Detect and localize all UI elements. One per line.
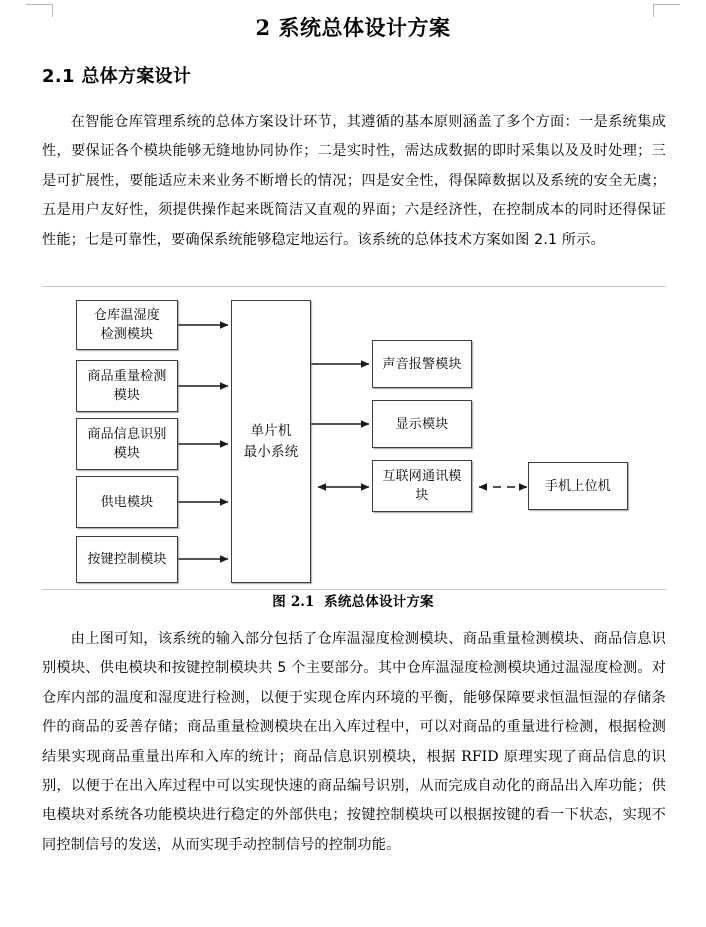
node-input-temp-humidity: 仓库温湿度 检测模块 xyxy=(76,300,178,350)
paragraph-intro xyxy=(42,108,666,255)
figure-block xyxy=(0,286,706,606)
figure-caption-prefix: 图 xyxy=(272,594,286,610)
paragraph-intro-text: 在智能仓库管理系统的总体方案设计环节，其遵循的基本原则涵盖了多个方面：一是系统集成性，要保证各个模块能够无缝地协同协作；二是实时性，需达成数据的即时采集以及及时处理；三是可扩展性，要能适应未来业务不断增长的情况；四是安全性，得保障数据以及系统的安全无虞；五是用户友好性，须提供操作起来既简洁又直观的界面；六是经济性，在控制成本的同时还得保证性能；七是可靠性，要确保系统能够稳定地运行。该系统的总体技术方案如图 2.1 所示。 xyxy=(42,114,666,248)
node-output-phone-host: 手机上位机 xyxy=(528,462,628,510)
figure-caption xyxy=(0,590,706,610)
node-input-power: 供电模块 xyxy=(76,476,178,528)
node-input-key: 按键控制模块 xyxy=(76,536,178,583)
paragraph-outro-part2: 原理实现了商品信息的识别，以便于在出入库过程中可以实现快速的商品编号识别，从而完成自动化的商品出入库功能；供电模块对系统各功能模块进行稳定的外部供电；按键控制模块可以根据按键的看一下状态，实现不同控制信号的发送，从而实现手动控制信号的控制功能。 xyxy=(42,748,666,853)
node-input-rfid: 商品信息识别 模块 xyxy=(76,418,178,470)
node-input-weight: 商品重量检测 模块 xyxy=(76,360,178,412)
system-architecture-diagram xyxy=(0,286,706,590)
paragraph-outro xyxy=(42,625,666,860)
section-heading: 2.1 总体方案设计 xyxy=(42,66,192,87)
page-title: 2 系统总体设计方案 xyxy=(255,15,451,40)
node-output-display: 显示模块 xyxy=(372,400,472,448)
node-mcu-minimum-system: 单片机 最小系统 xyxy=(231,300,311,583)
figure-caption-number: 2.1 xyxy=(290,594,315,610)
node-output-sound-alarm: 声音报警模块 xyxy=(372,340,472,388)
term-rfid: RFID xyxy=(461,748,499,765)
node-output-network-comm: 互联网通讯模 块 xyxy=(372,460,472,512)
paragraph-outro-part1: 由上图可知，该系统的输入部分包括了仓库温湿度检测模块、商品重量检测模块、商品信息识别模块、供电模块和按键控制模块共 5 个主要部分。其中仓库温湿度检测模块通过温湿度检测。对仓库内部的温度和湿度进行检测，以便于实现仓库内环境的平衡，能够保障要求恒温恒湿的存储条件的商品的妥善存储；商品重量检测模块在出入库过程中，可以对商品的重量进行检测，根据检测结果实现商品重量出库和入库的统计；商品信息识别模块，根据 xyxy=(42,631,666,765)
figure-caption-text: 系统总体设计方案 xyxy=(324,594,434,610)
